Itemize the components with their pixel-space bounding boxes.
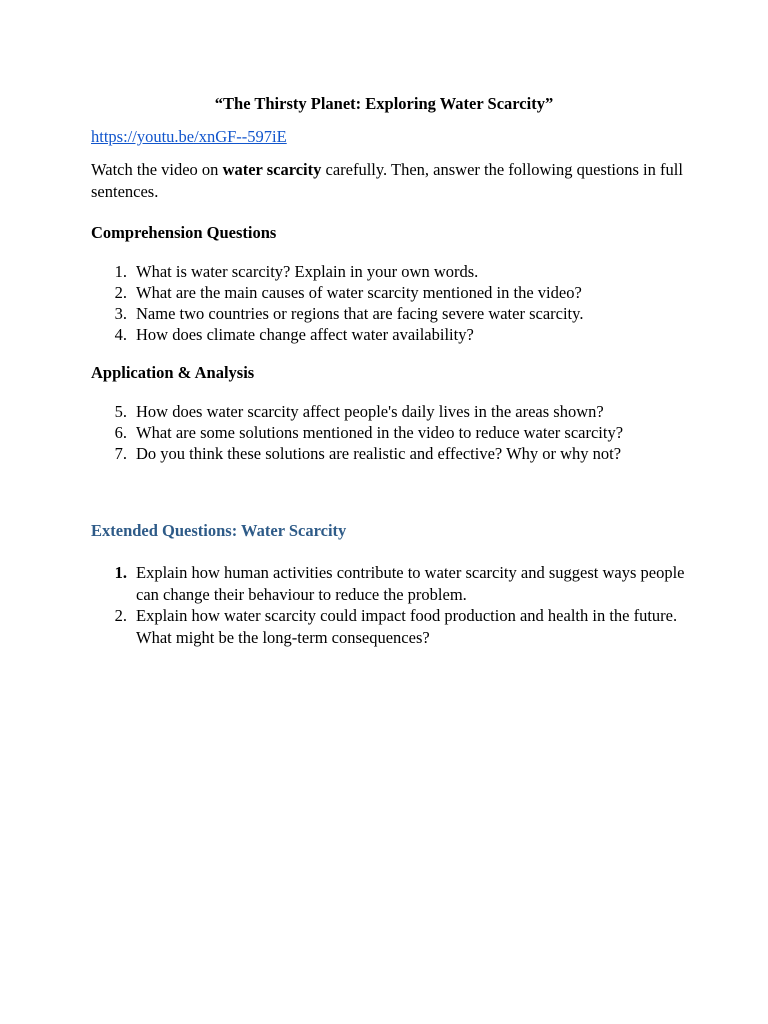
extended-question-list: [91, 562, 691, 648]
list-item-number: 1.: [114, 262, 127, 281]
list-item: [91, 443, 691, 464]
intro-paragraph: [91, 159, 691, 203]
list-item-number: 7.: [114, 444, 127, 463]
document-title: “The Thirsty Planet: Exploring Water Scarcity”: [214, 94, 554, 113]
list-item-text: What are the main causes of water scarcity mentioned in the video?: [136, 283, 582, 302]
list-item-text: Name two countries or regions that are facing severe water scarcity.: [136, 304, 584, 323]
list-item-number: 5.: [114, 402, 127, 421]
list-item-number: 3.: [114, 304, 127, 323]
video-link[interactable]: https://youtu.be/xnGF--597iE: [91, 127, 287, 146]
section-heading-extended: Extended Questions: Water Scarcity: [91, 521, 347, 540]
intro-text-before: Watch the video on: [91, 160, 223, 179]
list-item-text: Do you think these solutions are realistic and effective? Why or why not?: [136, 444, 622, 463]
list-item-number: 6.: [114, 423, 127, 442]
list-item: [91, 605, 691, 648]
list-item-text: How does water scarcity affect people's daily lives in the areas shown?: [136, 402, 604, 421]
list-item: [91, 422, 691, 443]
list-item: [91, 562, 691, 605]
list-item-number: 4.: [114, 325, 127, 344]
intro-text-after: carefully. Then, answer the following questions in full sentences.: [91, 160, 683, 201]
list-item: [91, 261, 691, 282]
list-item-text: What is water scarcity? Explain in your own words.: [136, 262, 479, 281]
application-question-list: [91, 401, 691, 464]
list-item: [91, 401, 691, 422]
section-heading-application: Application & Analysis: [91, 363, 255, 382]
list-item-number: 1.: [114, 563, 127, 582]
list-item-text: How does climate change affect water availability?: [136, 325, 474, 344]
list-item: [91, 282, 691, 303]
list-item: [91, 324, 691, 345]
intro-text-bold: water scarcity: [222, 160, 322, 179]
list-item-text: What are some solutions mentioned in the video to reduce water scarcity?: [136, 423, 624, 442]
list-item-number: 2.: [114, 283, 127, 302]
list-item-number: 2.: [114, 606, 127, 625]
list-item-text: Explain how water scarcity could impact food production and health in the future. What might be the long-term consequences?: [136, 606, 678, 647]
comprehension-question-list: [91, 261, 691, 345]
section-heading-comprehension: Comprehension Questions: [91, 223, 277, 242]
list-item: [91, 303, 691, 324]
list-item-text: Explain how human activities contribute to water scarcity and suggest ways people can change their behaviour to reduce the problem.: [136, 563, 685, 604]
